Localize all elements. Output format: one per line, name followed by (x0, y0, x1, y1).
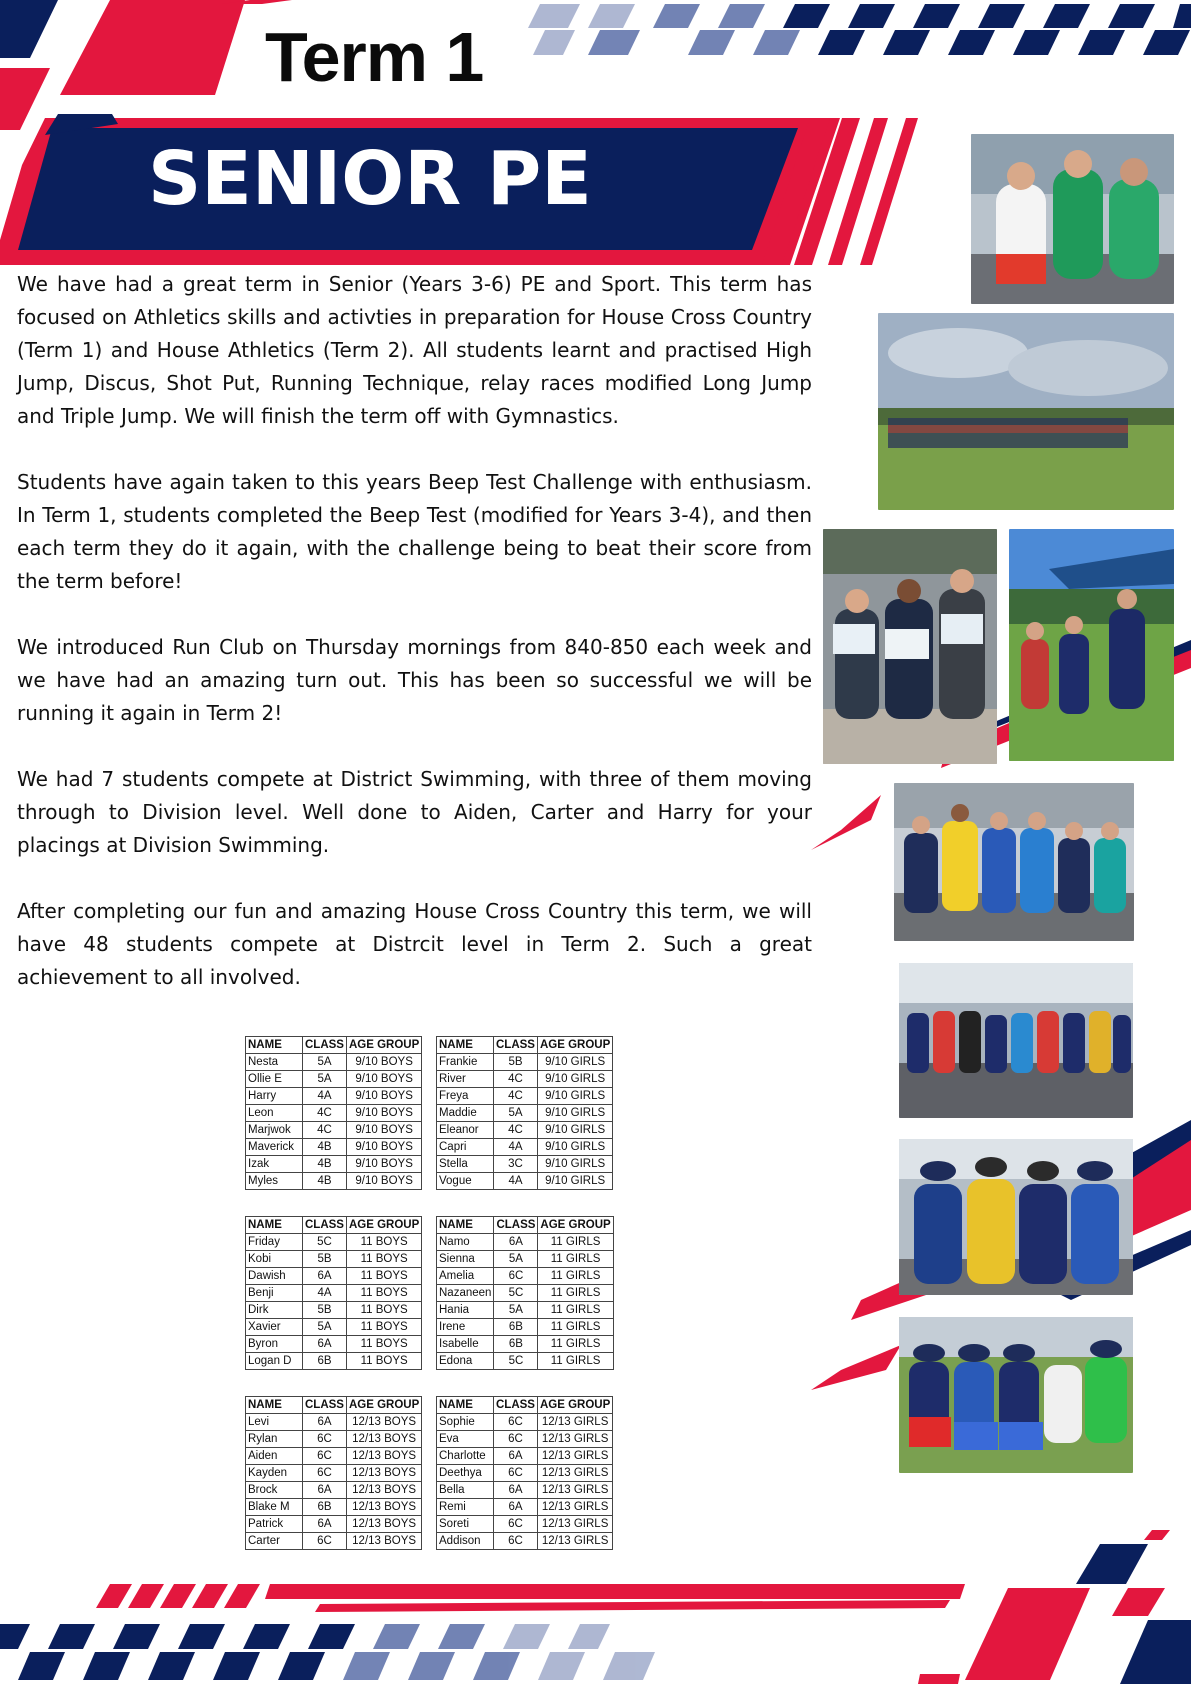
cell-age-group: 9/10 BOYS (346, 1105, 421, 1122)
cell-age-group: 11 GIRLS (538, 1353, 613, 1370)
table-row (246, 1088, 422, 1105)
table-row (437, 1302, 614, 1319)
col-age-group: AGE GROUP (537, 1037, 612, 1054)
cell-age-group: 9/10 BOYS (346, 1173, 421, 1190)
article-body (17, 268, 812, 1027)
table-row (437, 1336, 614, 1353)
col-name: NAME (246, 1397, 303, 1414)
col-name: NAME (437, 1397, 494, 1414)
cell-age-group: 12/13 BOYS (346, 1533, 421, 1550)
table-row (246, 1431, 422, 1448)
cell-class: 5C (494, 1353, 538, 1370)
cell-name: River (437, 1071, 494, 1088)
cell-name: Blake M (246, 1499, 303, 1516)
cell-age-group: 12/13 GIRLS (537, 1533, 612, 1550)
cell-class: 6B (494, 1336, 538, 1353)
cell-class: 6A (303, 1268, 347, 1285)
cell-name: Soreti (437, 1516, 494, 1533)
cell-class: 6C (494, 1431, 538, 1448)
cell-age-group: 11 BOYS (346, 1336, 421, 1353)
table-row (246, 1071, 422, 1088)
table-row (437, 1285, 614, 1302)
cell-class: 5A (494, 1105, 538, 1122)
cell-age-group: 12/13 BOYS (346, 1499, 421, 1516)
cell-age-group: 12/13 BOYS (346, 1414, 421, 1431)
col-age-group: AGE GROUP (537, 1397, 612, 1414)
cell-name: Eva (437, 1431, 494, 1448)
cell-class: 6A (494, 1499, 538, 1516)
results-table-12-13-girls (436, 1396, 613, 1550)
cell-name: Marjwok (246, 1122, 303, 1139)
cell-class: 5B (303, 1251, 347, 1268)
cell-class: 4B (303, 1139, 347, 1156)
cell-age-group: 9/10 BOYS (346, 1122, 421, 1139)
cell-class: 4C (303, 1105, 347, 1122)
cell-name: Nesta (246, 1054, 303, 1071)
cell-class: 6A (303, 1336, 347, 1353)
table-row (437, 1054, 613, 1071)
cell-name: Edona (437, 1353, 494, 1370)
cell-name: Izak (246, 1156, 303, 1173)
cell-age-group: 9/10 BOYS (346, 1088, 421, 1105)
cell-class: 4A (303, 1088, 347, 1105)
cell-age-group: 9/10 BOYS (346, 1156, 421, 1173)
cell-class: 6A (494, 1234, 538, 1251)
cell-name: Frankie (437, 1054, 494, 1071)
table-row (246, 1234, 422, 1251)
table-row (246, 1319, 422, 1336)
cell-class: 4A (494, 1139, 538, 1156)
cell-name: Kayden (246, 1465, 303, 1482)
table-row (246, 1285, 422, 1302)
col-name: NAME (246, 1217, 303, 1234)
term-title: Term 1 (265, 18, 484, 96)
cell-name: Bella (437, 1482, 494, 1499)
table-row (437, 1071, 613, 1088)
table-row (437, 1156, 613, 1173)
cell-age-group: 11 GIRLS (538, 1285, 613, 1302)
cell-class: 6C (494, 1465, 538, 1482)
table-body (246, 1054, 422, 1190)
paragraph-4: We had 7 students compete at District Swimming, with three of them moving through to Division level. Well done to Aiden, Carter and Harry for your placings at Division Swimming. (17, 767, 812, 857)
cell-name: Nazaneen (437, 1285, 494, 1302)
col-age-group: AGE GROUP (346, 1217, 421, 1234)
cell-name: Rylan (246, 1431, 303, 1448)
cell-age-group: 12/13 GIRLS (537, 1499, 612, 1516)
cell-class: 6C (494, 1414, 538, 1431)
cell-name: Capri (437, 1139, 494, 1156)
col-name: NAME (437, 1037, 494, 1054)
table-row (437, 1533, 613, 1550)
cell-name: Namo (437, 1234, 494, 1251)
cell-age-group: 9/10 BOYS (346, 1071, 421, 1088)
table-row (437, 1482, 613, 1499)
cell-class: 6B (303, 1499, 347, 1516)
cell-class: 4C (494, 1122, 538, 1139)
table-row (246, 1268, 422, 1285)
cell-age-group: 9/10 BOYS (346, 1054, 421, 1071)
cell-class: 6A (494, 1482, 538, 1499)
paragraph-3: We introduced Run Club on Thursday mornings from 840-850 each week and we have had an amazing turn out. This has been so successful we will be running it again in Term 2! (17, 635, 812, 725)
col-age-group: AGE GROUP (346, 1037, 421, 1054)
cell-age-group: 9/10 GIRLS (537, 1105, 612, 1122)
photo-students-group-1 (971, 134, 1174, 304)
cell-age-group: 9/10 GIRLS (537, 1139, 612, 1156)
col-class: CLASS (303, 1037, 347, 1054)
cell-class: 6C (494, 1516, 538, 1533)
cell-class: 6B (303, 1353, 347, 1370)
cell-age-group: 11 BOYS (346, 1268, 421, 1285)
cell-age-group: 12/13 GIRLS (537, 1482, 612, 1499)
cell-name: Aiden (246, 1448, 303, 1465)
table-row (437, 1465, 613, 1482)
cell-class: 5A (494, 1251, 538, 1268)
table-row (437, 1431, 613, 1448)
col-age-group: AGE GROUP (538, 1217, 613, 1234)
table-row (246, 1482, 422, 1499)
table-row (437, 1319, 614, 1336)
table-row (246, 1139, 422, 1156)
cell-class: 4A (303, 1285, 347, 1302)
photo-students-tutus (899, 1317, 1133, 1473)
table-row (246, 1173, 422, 1190)
col-class: CLASS (303, 1217, 347, 1234)
results-table-9-10-girls (436, 1036, 613, 1190)
table-row (437, 1139, 613, 1156)
cell-class: 5B (303, 1302, 347, 1319)
table-row (437, 1122, 613, 1139)
cell-age-group: 9/10 GIRLS (537, 1071, 612, 1088)
paragraph-2: Students have again taken to this years Beep Test Challenge with enthusiasm. In Term 1, students completed the Beep Test (modified for Years 3-4), and then each term they do it again, with the challenge being to beat their score from the term before! (17, 470, 812, 593)
cell-age-group: 12/13 GIRLS (537, 1448, 612, 1465)
cell-name: Dirk (246, 1302, 303, 1319)
cell-name: Eleanor (437, 1122, 494, 1139)
cell-name: Addison (437, 1533, 494, 1550)
cell-name: Maddie (437, 1105, 494, 1122)
cell-age-group: 12/13 GIRLS (537, 1431, 612, 1448)
cell-age-group: 12/13 BOYS (346, 1448, 421, 1465)
col-class: CLASS (494, 1217, 538, 1234)
table-row (437, 1414, 613, 1431)
cell-name: Deethya (437, 1465, 494, 1482)
table-row (437, 1234, 614, 1251)
cell-class: 5A (494, 1302, 538, 1319)
cell-age-group: 11 BOYS (346, 1285, 421, 1302)
cell-name: Levi (246, 1414, 303, 1431)
table-row (437, 1088, 613, 1105)
table-row (437, 1448, 613, 1465)
cell-age-group: 12/13 GIRLS (537, 1465, 612, 1482)
cell-name: Charlotte (437, 1448, 494, 1465)
table-row (246, 1516, 422, 1533)
cell-name: Carter (246, 1533, 303, 1550)
cell-class: 6C (303, 1431, 347, 1448)
cell-name: Dawish (246, 1268, 303, 1285)
table-body (437, 1054, 613, 1190)
table-row (246, 1499, 422, 1516)
table-row (246, 1533, 422, 1550)
cell-class: 5A (303, 1054, 347, 1071)
cell-age-group: 12/13 BOYS (346, 1431, 421, 1448)
cell-age-group: 12/13 BOYS (346, 1516, 421, 1533)
cell-class: 6C (303, 1533, 347, 1550)
table-row (246, 1448, 422, 1465)
photo-students-line-up (899, 963, 1133, 1118)
cell-age-group: 12/13 BOYS (346, 1482, 421, 1499)
cell-age-group: 11 GIRLS (538, 1319, 613, 1336)
cell-age-group: 12/13 GIRLS (537, 1516, 612, 1533)
photo-students-outdoors (1009, 529, 1174, 761)
cell-name: Sienna (437, 1251, 494, 1268)
cell-name: Ollie E (246, 1071, 303, 1088)
cell-name: Leon (246, 1105, 303, 1122)
table-row (437, 1251, 614, 1268)
table-row (246, 1105, 422, 1122)
cell-age-group: 9/10 GIRLS (537, 1173, 612, 1190)
table-row (246, 1156, 422, 1173)
table-row (437, 1516, 613, 1533)
cell-class: 4C (494, 1088, 538, 1105)
paragraph-1: We have had a great term in Senior (Years 3-6) PE and Sport. This term has focused on Athletics skills and activties in preparation for House Cross Country (Term 1) and House Athletics (Term 2). All students learnt and practised High Jump, Discus, Shot Put, Running Technique, relay races modified Long Jump and Triple Jump. We will finish the term off with Gymnastics. (17, 272, 812, 428)
cell-age-group: 9/10 GIRLS (537, 1156, 612, 1173)
cell-class: 6A (303, 1414, 347, 1431)
cell-class: 3C (494, 1156, 538, 1173)
col-class: CLASS (494, 1037, 538, 1054)
table-row (437, 1105, 613, 1122)
table-row (246, 1122, 422, 1139)
cell-age-group: 11 GIRLS (538, 1336, 613, 1353)
col-name: NAME (246, 1037, 303, 1054)
results-table-12-13-boys (245, 1396, 422, 1550)
cell-class: 5B (494, 1054, 538, 1071)
cell-name: Maverick (246, 1139, 303, 1156)
cell-age-group: 12/13 GIRLS (537, 1414, 612, 1431)
paragraph-5: After completing our fun and amazing House Cross Country this term, we will have 48 students compete at Distrcit level in Term 2. Such a great achievement to all involved. (17, 899, 812, 989)
table-row (246, 1302, 422, 1319)
cell-name: Kobi (246, 1251, 303, 1268)
cell-age-group: 12/13 BOYS (346, 1465, 421, 1482)
table-row (246, 1336, 422, 1353)
cell-name: Amelia (437, 1268, 494, 1285)
table-body (437, 1234, 614, 1370)
cell-name: Byron (246, 1336, 303, 1353)
results-table-9-10-boys (245, 1036, 422, 1190)
results-table-11-boys (245, 1216, 422, 1370)
cell-name: Stella (437, 1156, 494, 1173)
table-row (246, 1465, 422, 1482)
cell-name: Patrick (246, 1516, 303, 1533)
table-row (437, 1499, 613, 1516)
cell-class: 6C (494, 1268, 538, 1285)
cell-class: 6A (303, 1482, 347, 1499)
photo-beep-test-certificates (823, 529, 997, 764)
cell-name: Friday (246, 1234, 303, 1251)
cell-age-group: 9/10 GIRLS (537, 1088, 612, 1105)
cell-class: 6C (494, 1533, 538, 1550)
cell-class: 5C (303, 1234, 347, 1251)
photo-students-colourful (894, 783, 1134, 941)
cell-class: 4B (303, 1156, 347, 1173)
cell-age-group: 9/10 GIRLS (537, 1122, 612, 1139)
table-row (437, 1353, 614, 1370)
col-class: CLASS (494, 1397, 538, 1414)
cell-name: Brock (246, 1482, 303, 1499)
table-row (246, 1414, 422, 1431)
results-table-11-girls (436, 1216, 614, 1370)
cell-name: Logan D (246, 1353, 303, 1370)
cell-age-group: 11 BOYS (346, 1251, 421, 1268)
cell-class: 4A (494, 1173, 538, 1190)
cell-age-group: 11 BOYS (346, 1234, 421, 1251)
table-row (246, 1054, 422, 1071)
cell-class: 6B (494, 1319, 538, 1336)
cell-class: 6A (494, 1448, 538, 1465)
table-row (437, 1268, 614, 1285)
table-row (246, 1251, 422, 1268)
cell-age-group: 11 BOYS (346, 1319, 421, 1336)
cell-age-group: 11 BOYS (346, 1302, 421, 1319)
cell-name: Benji (246, 1285, 303, 1302)
photo-students-hats (899, 1139, 1133, 1295)
table-body (246, 1234, 422, 1370)
table-row (246, 1353, 422, 1370)
cell-age-group: 11 GIRLS (538, 1251, 613, 1268)
cell-name: Remi (437, 1499, 494, 1516)
col-class: CLASS (303, 1397, 347, 1414)
cell-age-group: 11 GIRLS (538, 1302, 613, 1319)
cell-name: Freya (437, 1088, 494, 1105)
cell-age-group: 11 BOYS (346, 1353, 421, 1370)
cell-class: 5A (303, 1071, 347, 1088)
photo-field-line (878, 313, 1174, 510)
col-age-group: AGE GROUP (346, 1397, 421, 1414)
cell-age-group: 11 GIRLS (538, 1234, 613, 1251)
cell-name: Myles (246, 1173, 303, 1190)
table-row (437, 1173, 613, 1190)
cell-class: 5A (303, 1319, 347, 1336)
cell-age-group: 9/10 GIRLS (537, 1054, 612, 1071)
cell-name: Vogue (437, 1173, 494, 1190)
cell-age-group: 9/10 BOYS (346, 1139, 421, 1156)
cell-class: 5C (494, 1285, 538, 1302)
cell-name: Hania (437, 1302, 494, 1319)
cell-class: 4B (303, 1173, 347, 1190)
cell-class: 6C (303, 1448, 347, 1465)
col-name: NAME (437, 1217, 494, 1234)
table-body (437, 1414, 613, 1550)
cell-name: Isabelle (437, 1336, 494, 1353)
cell-name: Irene (437, 1319, 494, 1336)
cell-name: Harry (246, 1088, 303, 1105)
cell-class: 4C (303, 1122, 347, 1139)
cell-name: Xavier (246, 1319, 303, 1336)
cell-age-group: 11 GIRLS (538, 1268, 613, 1285)
banner-title: SENIOR PE (148, 136, 592, 222)
cell-class: 6A (303, 1516, 347, 1533)
cell-class: 6C (303, 1465, 347, 1482)
cell-class: 4C (494, 1071, 538, 1088)
cell-name: Sophie (437, 1414, 494, 1431)
table-body (246, 1414, 422, 1550)
